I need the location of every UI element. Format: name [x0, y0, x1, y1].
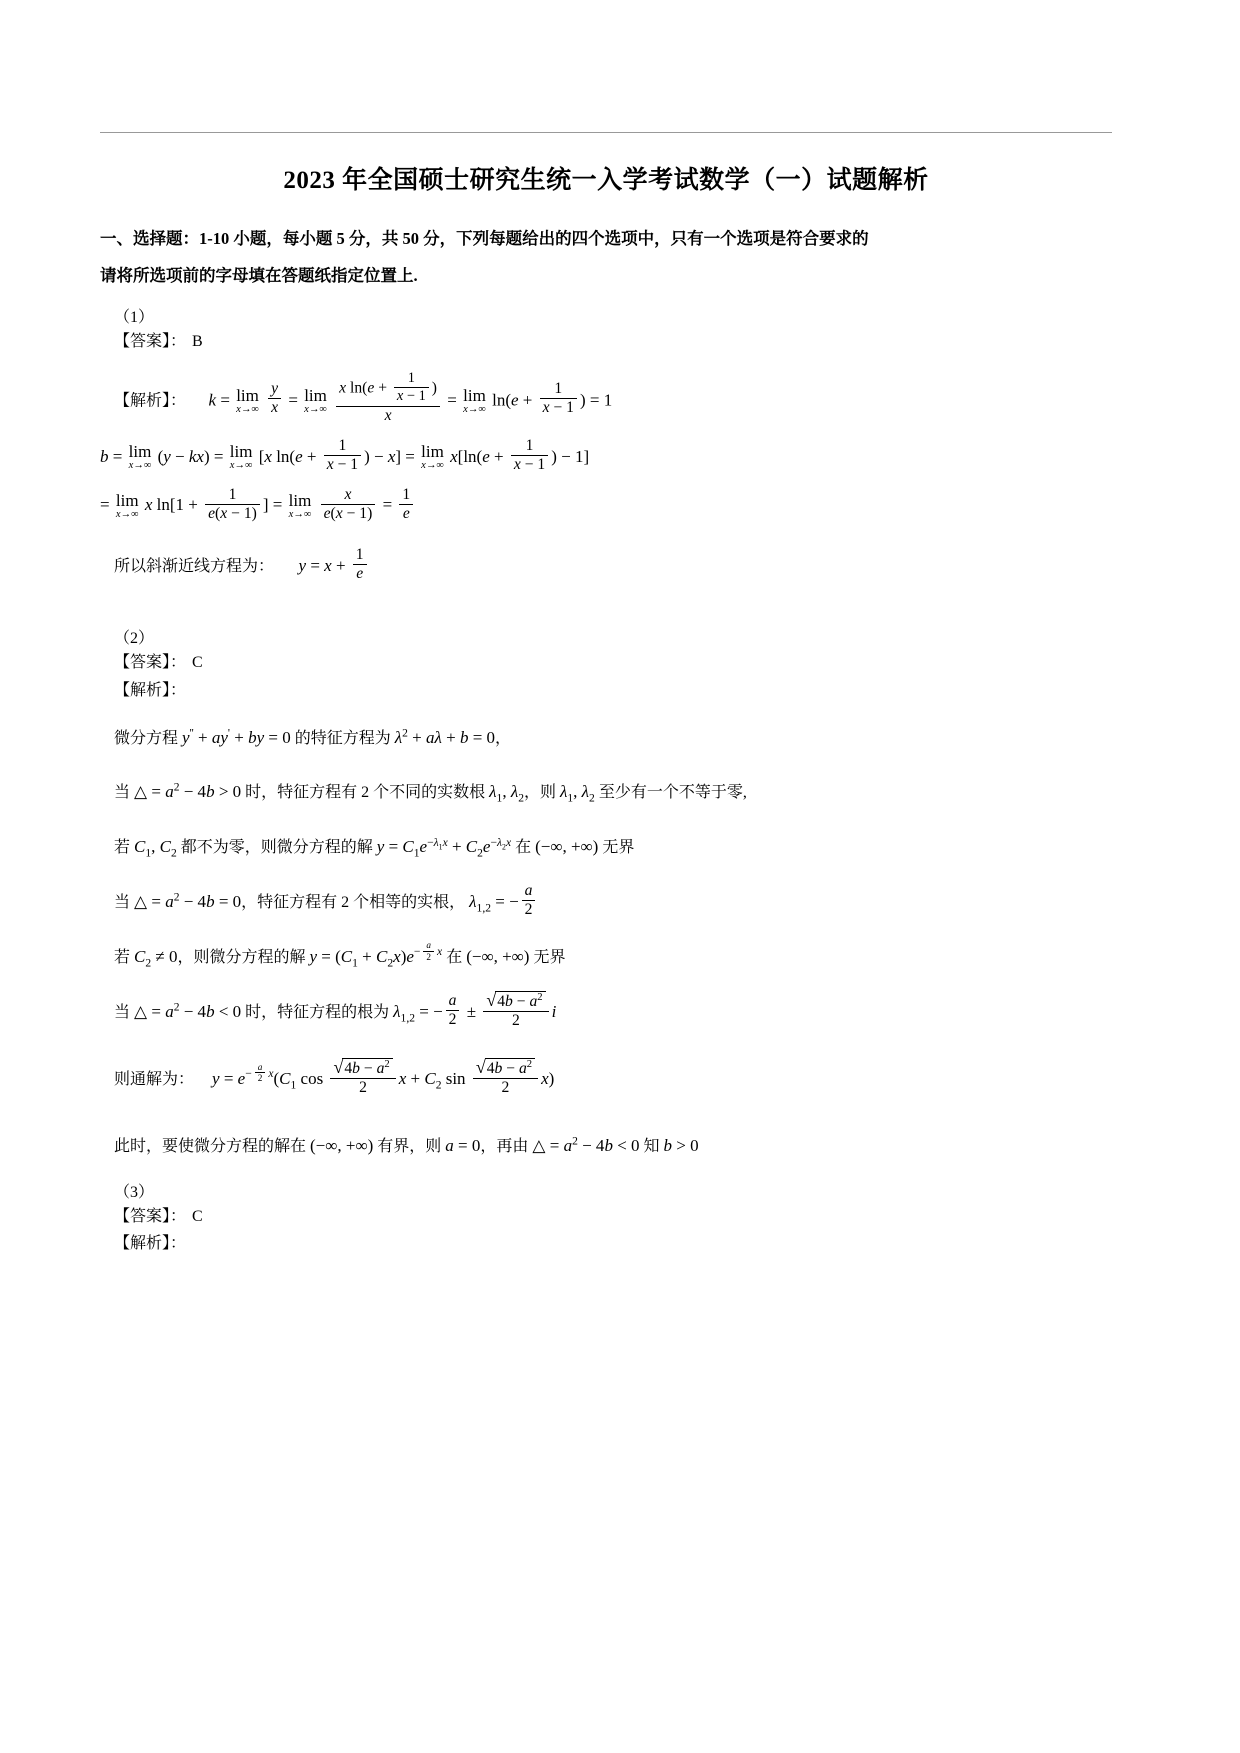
- analysis-label: 【解析】：: [114, 392, 187, 410]
- answer-label: 【答案】：: [114, 1207, 187, 1225]
- answer-label: 【答案】：: [114, 333, 187, 350]
- question-2-step-8: 此时，要使微分方程的解在 (−∞, +∞) 有界，则 a = 0，再由 △ = $a^2 - 4b < 0$ 知 b > 0: [114, 1134, 699, 1155]
- answer-label: 【答案】：: [114, 654, 187, 672]
- section-intro-line2: 请将所选项前的字母填在答题纸指定位置上.: [100, 266, 418, 285]
- question-1-analysis-line-1: 【解析】： k = lim x→∞ $\frac{y}{x}$ = lim x→∞ x ln(e + $\frac{1}{x - 1}$ ) x = lim x→∞ ln(e + $\frac{1}{x - 1}$ ) = 1: [114, 370, 613, 425]
- question-2-step-6: 当 △ = $a^2 - 4b < 0$ 时，特征方程的根为 $\lambda_{1,2}$ = − $\frac{a}{2}$ ± $\frac{√4b - a^2}{2}$ i: [114, 990, 557, 1030]
- page-title: 2023 年全国硕士研究生统一入学考试数学（一）试题解析: [283, 167, 929, 194]
- document-body: [100, 160, 1112, 1259]
- question-1-number: （1）: [114, 309, 155, 326]
- question-3-analysis-label: 【解析】：: [114, 1235, 187, 1253]
- question-2-number: （2）: [114, 630, 155, 648]
- section-intro: [100, 222, 1112, 255]
- question-3-number: （3）: [114, 1183, 155, 1201]
- question-2-step-7: 则通解为： $y = e^{- \frac{a}{2} x}(C_1$ cos $\frac{√4b - a^2}{2}$ $x + C_2$ sin $\frac{√4b - a^2}{2}$ x): [114, 1057, 555, 1097]
- question-2-step-4: 当 △ = $a^2 - 4b = 0$，特征方程有 2 个相等的实根， $\lambda_{1,2}$ = − $\frac{a}{2}$: [114, 882, 1112, 923]
- section-intro-lead: 一、选择题：: [100, 229, 199, 248]
- question-2-step-1: 微分方程 y'' + ay' + by = 0 的特征方程为 $\lambda^2 + a\lambda + b = 0$，: [114, 725, 512, 747]
- question-1-conclusion: 所以斜渐近线方程为： y = x + $\frac{1}{e}$: [114, 547, 1112, 586]
- question-2-analysis-label: 【解析】：: [114, 682, 187, 699]
- section-intro-rest: 1-10 小题，每小题 5 分，共 50 分，下列每题给出的四个选项中，只有一个选项是符合要求的: [199, 229, 869, 248]
- question-2-step-5: 若 $C_2 \ne 0$，则微分方程的解 $y = (C_1 + C_2x)e^{- \frac{a}{2} x}$ 在 (−∞, +∞) 无界: [114, 939, 566, 970]
- header-divider: [100, 132, 1112, 133]
- question-2-answer: [114, 650, 1112, 676]
- question-2-step-2: 当 △ = $a^2 - 4b > 0$ 时，特征方程有 2 个不同的实数根 $\lambda_1$, $\lambda_2$，则 $\lambda_1$, $\lambda_2$ 至少有一个不等于零,: [114, 780, 747, 805]
- question-1-answer: [114, 329, 1112, 355]
- answer-value: C: [192, 1207, 203, 1225]
- question-2-step-3: 若 $C_1$, $C_2$ 都不为零，则微分方程的解 $y = C_1e^{-\lambda_1x} + C_2e^{-\lambda_2x}$ 在 (−∞, +∞) 无界: [114, 835, 635, 860]
- conclusion-label: 所以斜渐近线方程为：: [114, 557, 275, 575]
- question-1-analysis-line-2: b = lim x→∞ (y − kx) = lim x→∞ [x ln(e + $\frac{1}{x - 1}$ ) − x] = lim x→∞ x[ln(e + $\frac{1}{x - 1}$ ) − 1]: [100, 436, 590, 473]
- question-3-answer: [114, 1204, 1112, 1230]
- answer-value: C: [192, 654, 203, 672]
- answer-value: B: [192, 333, 203, 350]
- question-1-analysis-line-3: = lim x→∞ x ln[1 + $\frac{1}{e(x - 1)}$ ] = lim x→∞ $\frac{x}{e(x - 1)}$ = $\frac{1}{e}$: [100, 486, 1112, 525]
